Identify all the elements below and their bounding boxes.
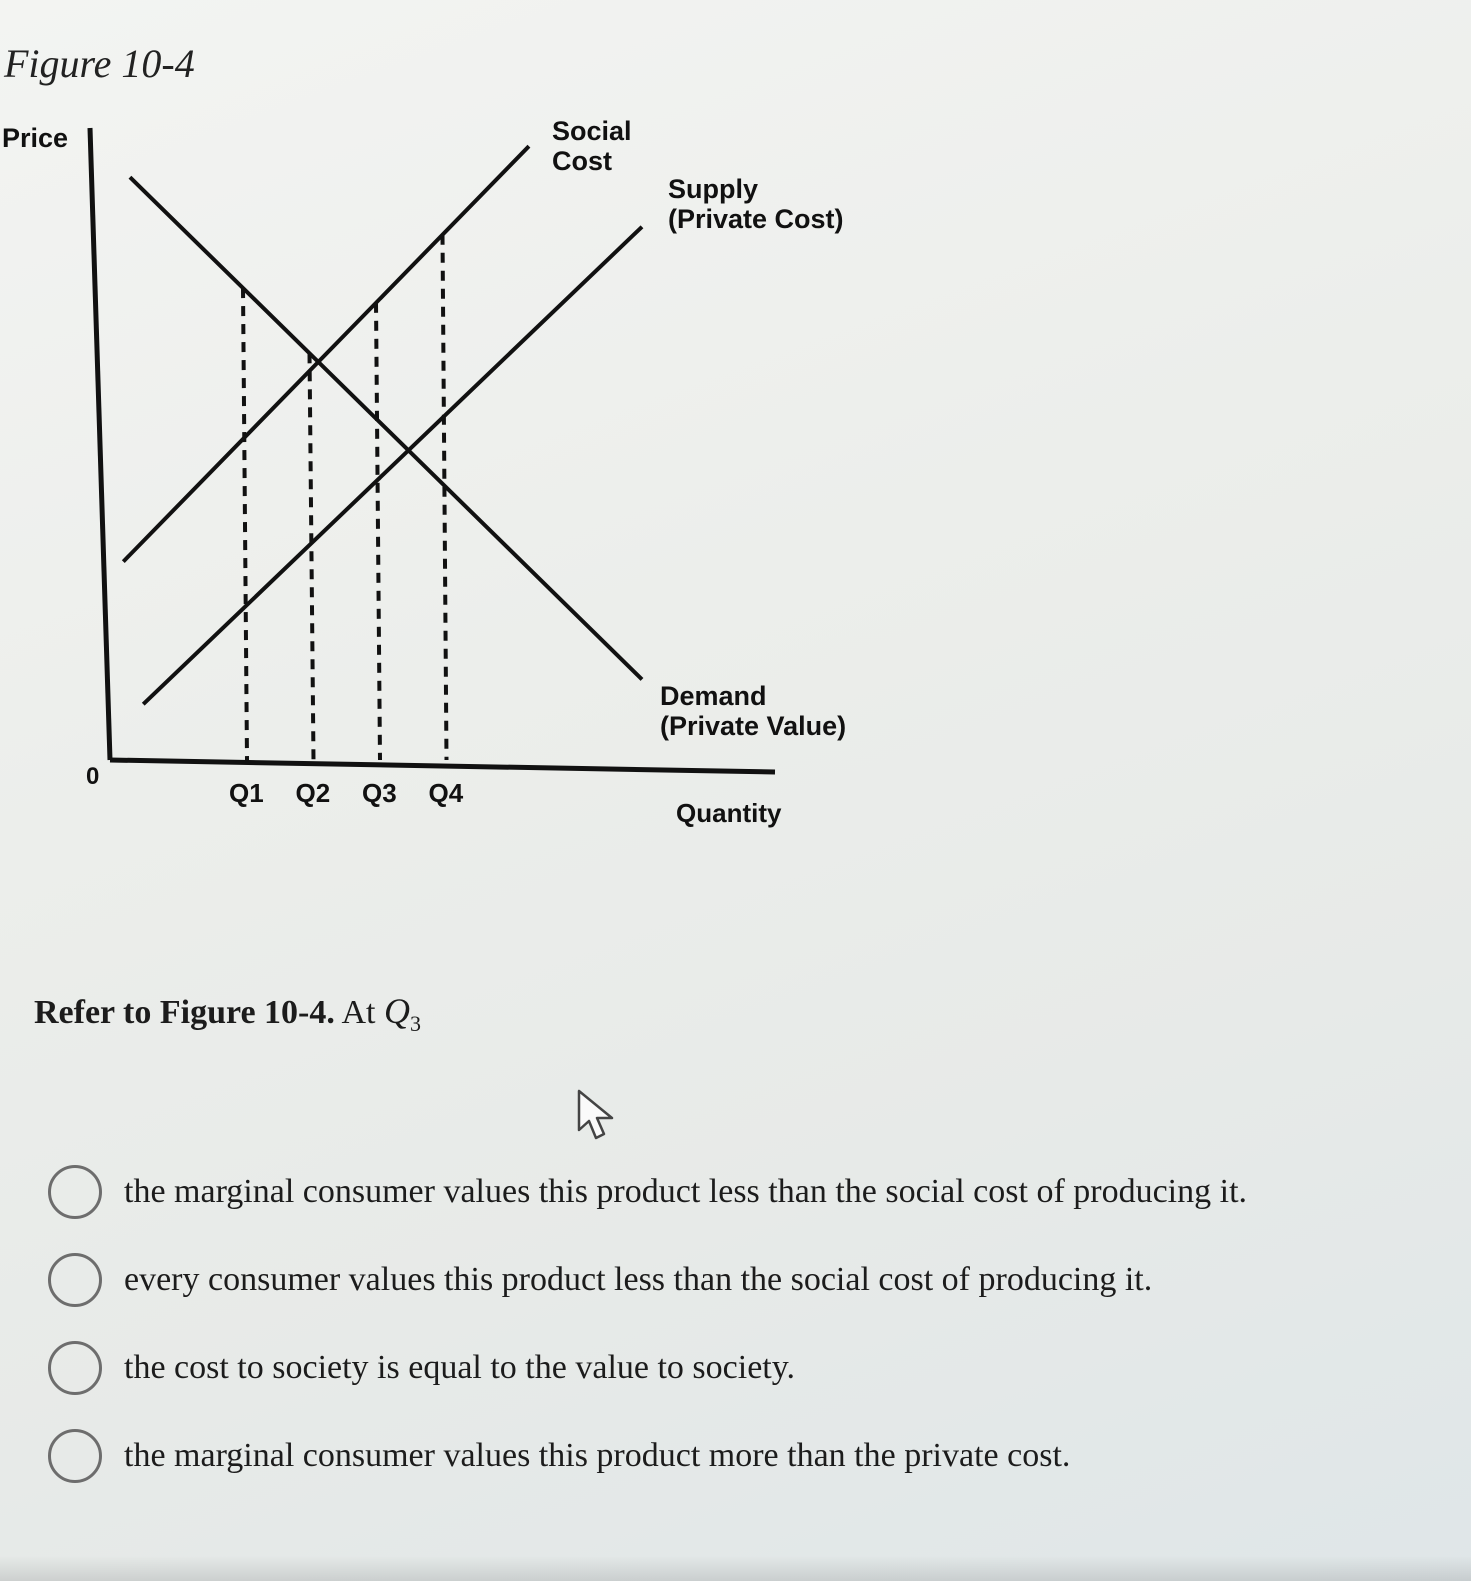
radio-button-4[interactable] <box>48 1429 102 1483</box>
y-axis <box>90 128 110 760</box>
social-cost-curve-label-1: Social <box>552 116 632 146</box>
question-var: Q <box>384 991 410 1031</box>
social-cost-curve-label-2: Cost <box>552 146 612 176</box>
y-axis-label: Price <box>2 123 69 153</box>
radio-button-1[interactable] <box>48 1165 102 1219</box>
option-label-1: the marginal consumer values this product less than the social cost of producing it. <box>124 1173 1248 1210</box>
option-label-3: the cost to society is equal to the value to society. <box>124 1349 796 1386</box>
x-axis-label: Quantity <box>676 798 782 828</box>
option-1[interactable] <box>48 1148 1428 1236</box>
answer-options <box>48 1148 1428 1500</box>
question-text <box>34 990 421 1037</box>
option-3[interactable] <box>48 1324 1428 1412</box>
q-tick-label-3: Q3 <box>362 778 397 808</box>
demand-curve-label-2: (Private Value) <box>660 711 847 741</box>
option-label-4: the marginal consumer values this product more than the private cost. <box>124 1437 1071 1474</box>
option-4[interactable] <box>48 1412 1428 1500</box>
q-guide-line-2 <box>310 353 314 760</box>
demand-curve <box>130 177 642 679</box>
supply-curve-label-2: (Private Cost) <box>668 204 844 234</box>
option-2[interactable] <box>48 1236 1428 1324</box>
q-guide-line-4 <box>443 235 447 760</box>
q-tick-label-1: Q1 <box>229 778 264 808</box>
social-cost-curve <box>123 146 529 561</box>
mouse-cursor-icon <box>576 1088 620 1144</box>
bottom-edge <box>0 1556 1471 1581</box>
economics-chart <box>0 100 900 860</box>
q-tick-label-2: Q2 <box>295 778 331 808</box>
radio-button-3[interactable] <box>48 1341 102 1395</box>
radio-button-2[interactable] <box>48 1253 102 1307</box>
q-guide-line-1 <box>243 288 247 760</box>
supply-curve-label-1: Supply <box>668 174 759 204</box>
figure-title: Figure 10-4 <box>4 41 195 86</box>
question-prefix: Refer to Figure 10-4. <box>34 994 335 1031</box>
origin-label: 0 <box>86 763 100 790</box>
option-label-2: every consumer values this product less than the social cost of producing it. <box>124 1261 1153 1298</box>
question-at: At <box>341 994 376 1031</box>
x-axis <box>110 760 775 772</box>
question-sub: 3 <box>410 1010 421 1036</box>
demand-curve-label-1: Demand <box>660 681 767 711</box>
q-guide-line-3 <box>376 303 380 760</box>
q-tick-label-4: Q4 <box>428 778 464 808</box>
